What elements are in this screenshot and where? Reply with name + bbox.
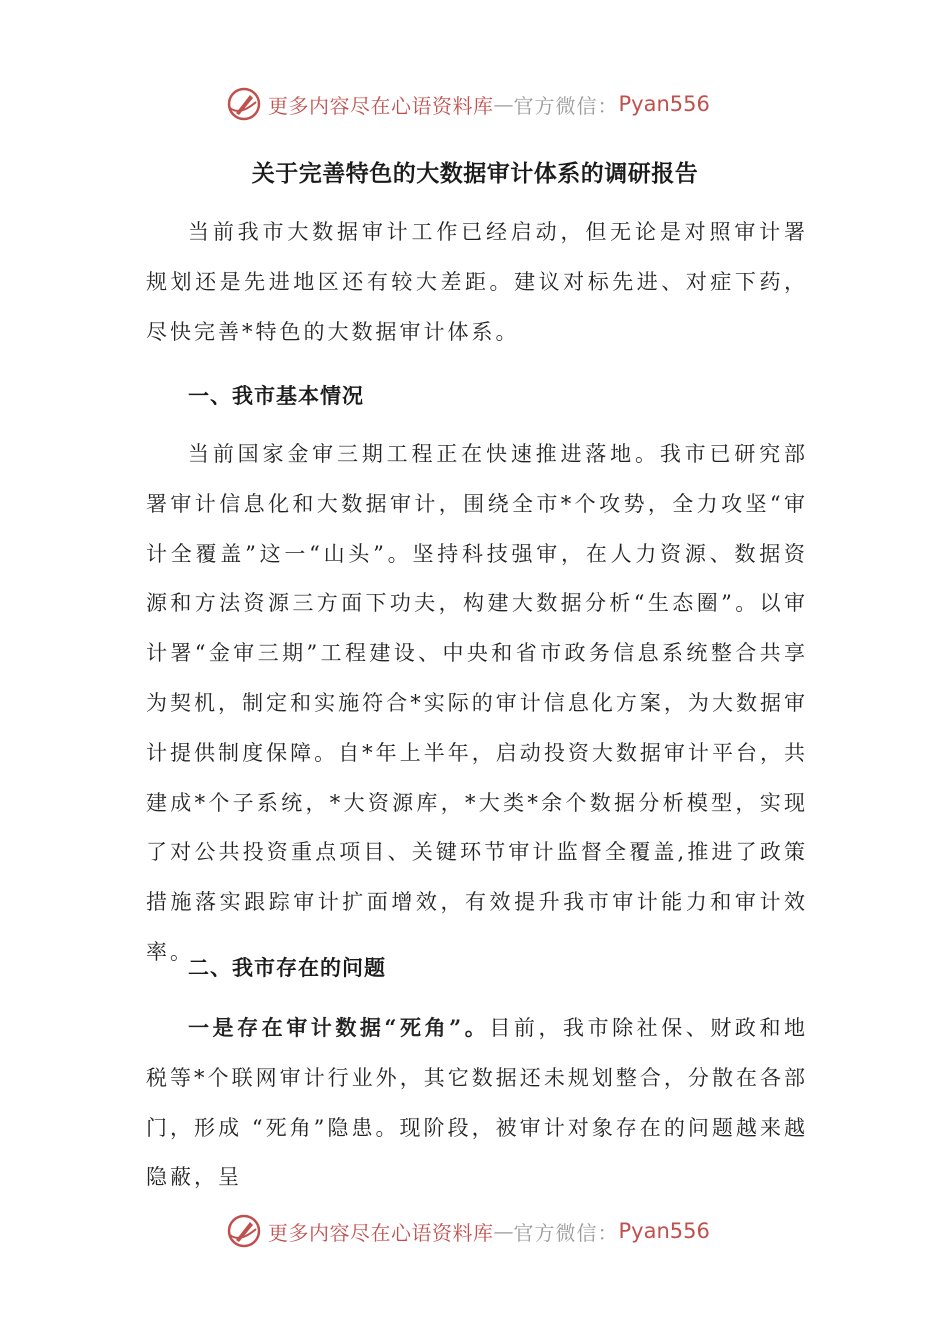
banner-lead-text: 更多内容尽在心语资料库 — [268, 1220, 494, 1245]
paragraph-problems-lead: 一是存在审计数据“死角”。 — [188, 1015, 490, 1040]
pen-logo-icon — [226, 86, 262, 122]
banner-wechat-label: 官方微信： — [513, 1220, 619, 1245]
paragraph-basic-situation: 当前国家金审三期工程正在快速推进落地。我市已研究部署审计信息化和大数据审计，围绕全市*个攻势，全力攻坚“审计全覆盖”这一“山头”。坚持科技强审，在人力资源、数据资源和方法资源三方面下功夫，构建大数据分析“生态圈”。以审计署“金审三期”工程建设、中央和省市政务信息系统整合共享为契机，制定和实施符合*实际的审计信息化方案，为大数据审计提供制度保障。自*年上半年，启动投资大数据审计平台，共建成*个子系统，*大资源库，*大类*余个数据分析模型，实现了对公共投资重点项目、关键环节审计监督全覆盖,推进了政策措施落实跟踪审计扩面增效，有效提升我市审计能力和审计效率。 — [146, 442, 808, 964]
banner-wechat-label: 官方微信： — [513, 93, 619, 118]
document-title: 关于完善特色的大数据审计体系的调研报告 — [251, 160, 699, 187]
banner-wechat-id: Pyan556 — [618, 1219, 710, 1243]
intro-paragraph: 当前我市大数据审计工作已经启动，但无论是对照审计署规划还是先进地区还有较大差距。建议对标先进、对症下药，尽快完善*特色的大数据审计体系。 — [146, 220, 808, 344]
footer-banner — [226, 1211, 710, 1251]
banner-lead-text: 更多内容尽在心语资料库 — [268, 93, 494, 118]
paragraph-problems-body: 目前，我市除社保、财政和地税等*个联网审计行业外，其它数据还未规划整合，分散在各部门，形成 “死角”隐患。现阶段，被审计对象存在的问题越来越隐蔽，呈 — [146, 1016, 808, 1190]
header-banner — [226, 84, 710, 124]
banner-wechat-id: Pyan556 — [618, 92, 710, 116]
section-heading-1: 一、我市基本情况 — [188, 383, 364, 408]
banner-dash: — — [493, 1219, 514, 1243]
banner-dash: — — [493, 92, 514, 116]
pen-logo-icon — [226, 1213, 262, 1249]
paragraph-problems — [146, 1003, 808, 1203]
section-heading-2: 二、我市存在的问题 — [188, 955, 386, 980]
